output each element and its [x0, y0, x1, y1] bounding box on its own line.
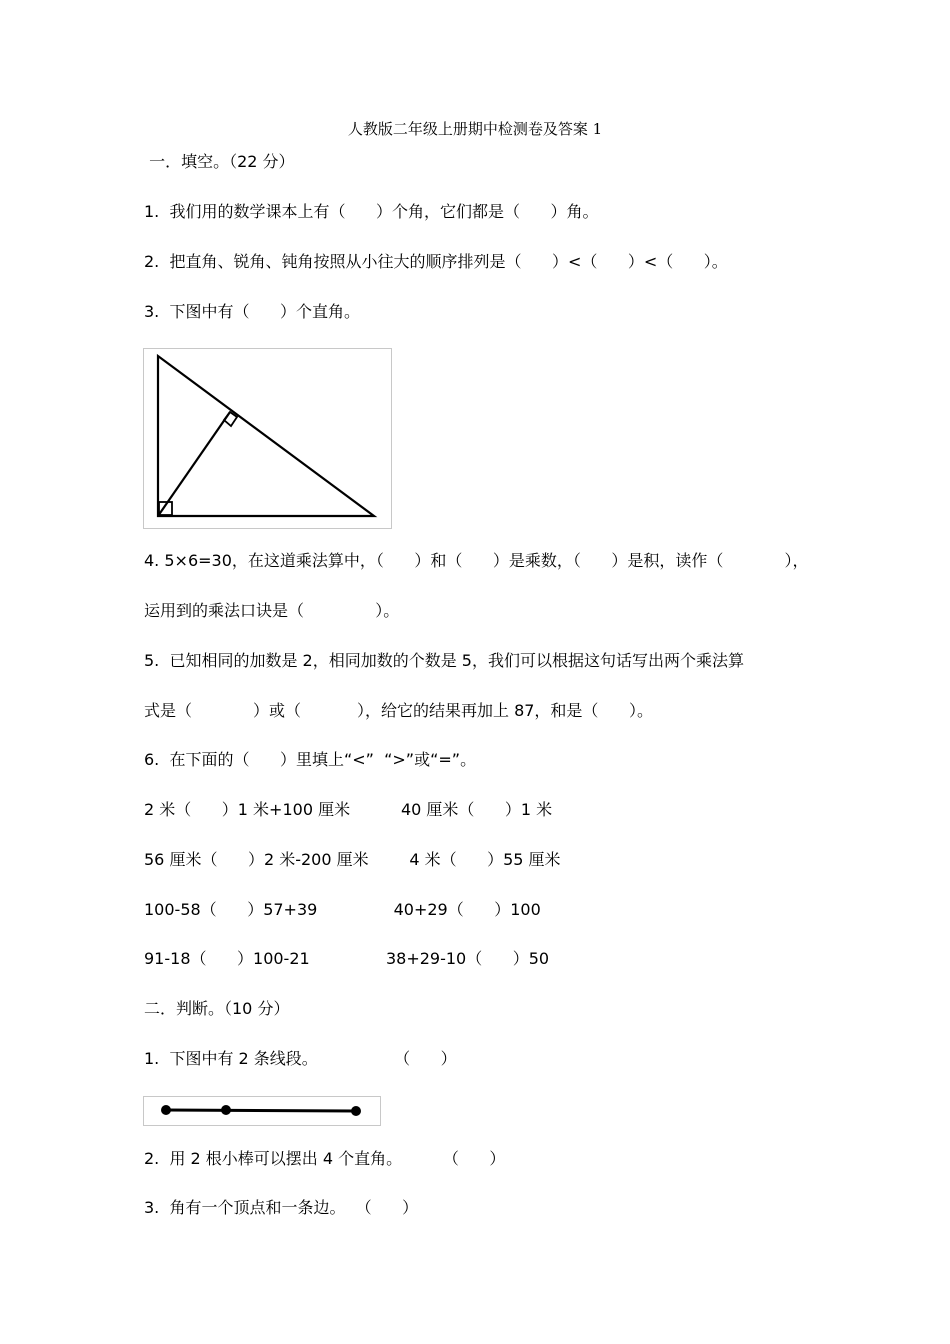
compare-row-3: 100-58（ ）57+39 40+29（ ）100: [144, 900, 541, 919]
question-4-line-1: 4. 5×6=30，在这道乘法算中，（ ）和（ ）是乘数，（ ）是积，读作（ ），: [144, 551, 809, 570]
compare-row-4: 91-18（ ）100-21 38+29-10（ ）50: [144, 949, 550, 968]
section-1-heading: 一．填空。（22 分）: [144, 152, 295, 171]
segment-point-3: [351, 1106, 361, 1116]
judgement-2: 2. 用 2 根小棒可以摆出 4 个直角。 （ ）: [144, 1149, 506, 1168]
segment-point-1: [161, 1105, 171, 1115]
compare-row-1: 2 米（ ）1 米+100 厘米 40 厘米（ ）1 米: [144, 800, 553, 819]
right-triangle-drawing: [144, 349, 391, 528]
document-title: 人教版二年级上册期中检测卷及答案 1: [347, 120, 603, 138]
altitude-line: [158, 412, 230, 516]
triangle-outline: [158, 356, 374, 516]
judgement-3: 3. 角有一个顶点和一条边。 （ ）: [144, 1198, 419, 1217]
question-2: 2. 把直角、锐角、钝角按照从小往大的顺序排列是（ ）<（ ）<（ ）。: [144, 252, 728, 271]
question-4-line-2: 运用到的乘法口诀是（ ）。: [144, 601, 400, 620]
question-3: 3. 下图中有（ ）个直角。: [144, 302, 360, 321]
question-5-line-1: 5. 已知相同的加数是 2，相同加数的个数是 5，我们可以根据这句话写出两个乘法算: [144, 651, 744, 670]
right-triangle-figure: [143, 348, 392, 529]
line-segment-drawing: [144, 1097, 380, 1125]
judgement-1: 1. 下图中有 2 条线段。 （ ）: [144, 1049, 457, 1068]
section-2-heading: 二．判断。（10 分）: [144, 999, 290, 1018]
segment-point-2: [221, 1105, 231, 1115]
compare-row-2: 56 厘米（ ）2 米-200 厘米 4 米（ ）55 厘米: [144, 850, 561, 869]
question-6: 6. 在下面的（ ）里填上“<” “>”或“=”。: [144, 750, 477, 769]
segment-line: [166, 1110, 356, 1111]
question-1: 1. 我们用的数学课本上有（ ）个角，它们都是（ ）角。: [144, 202, 599, 221]
line-segment-figure: [143, 1096, 381, 1126]
question-5-line-2: 式是（ ）或（ ），给它的结果再加上 87，和是（ ）。: [144, 701, 653, 720]
